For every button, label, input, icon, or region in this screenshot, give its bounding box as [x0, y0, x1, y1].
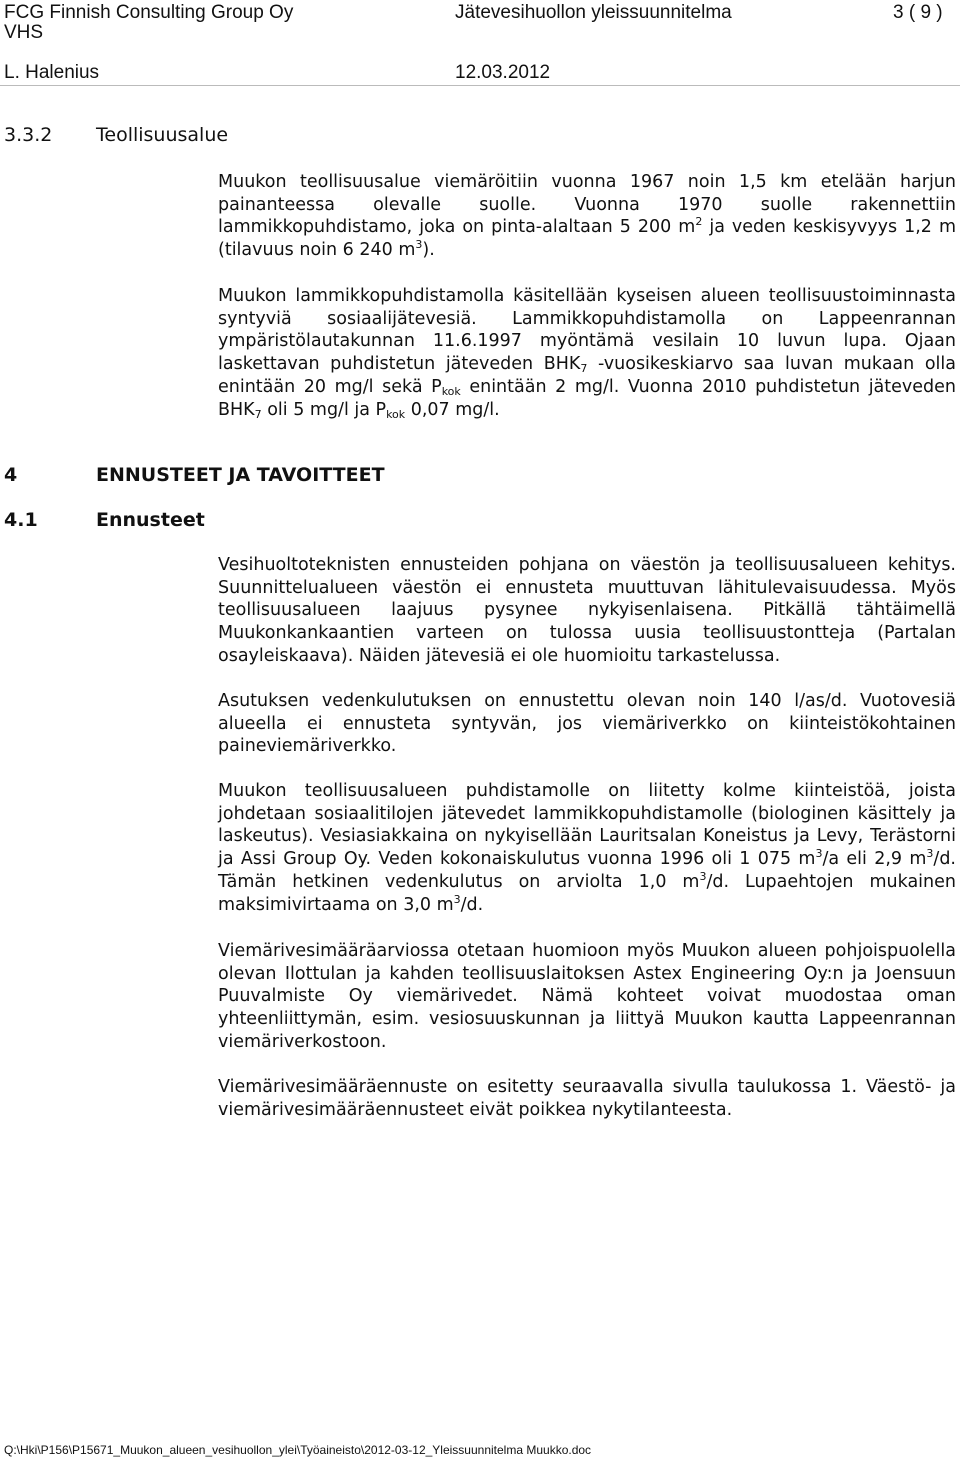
header-date: 12.03.2012	[455, 62, 551, 83]
paragraph-sewage-estimate: Viemärivesimääräarviossa otetaan huomioon myös Muukon alueen pohjoispuolella olevan Ilottulan ja kahden teollisuuslaitoksen Astex Engineering Oy:n ja Joensuun Puuvalmiste Oy viemärivedet. Nämä kohteet voivat muodostaa oman yhteenliittymän, esim. vesiosuuskunnan ja liittyä Muukon kautta Lappeenrannan viemäriverkostoon.	[218, 941, 956, 1052]
section-heading-4	[4, 464, 385, 486]
section-title: Ennusteet	[96, 509, 205, 531]
footer-file-path: Q:\Hki\P156\P15671_Muukon_alueen_vesihuollon_ylei\Työaineisto\2012-03-12_Yleissuunnitelma Muukko.doc	[4, 1443, 592, 1457]
section-number: 3.3.2	[4, 124, 53, 146]
paragraph-forecast-reference: Viemärivesimääräennuste on esitetty seuraavalla sivulla taulukossa 1. Väestö- ja viemärivesimääräennusteet eivät poikkea nykytilanteesta.	[218, 1077, 956, 1120]
section-heading-4-1	[4, 509, 205, 531]
section-number: 4	[4, 464, 18, 486]
header-page-number: 3 ( 9 )	[893, 2, 943, 23]
paragraph-connected-properties: Muukon teollisuusalueen puhdistamolle on liitetty kolme kiinteistöä, joista johdetaan sosiaalitilojen jätevedet lammikkopuhdistamolle (biologinen käsittely ja laskeutus). Vesiasiakkaina on nykyisellään Lauritsalan Koneistus ja Levy, Terästorni ja Assi Group Oy. Veden kokonaiskulutus vuonna 1996 oli 1 075 $m^3/a$ eli 2,9 $m^3/d$. Tämän hetkinen vedenkulutus on arviolta 1,0 $m^3/d$. Lupaehtojen mukainen maksimivirtaama on 3,0 $m^3/d$.	[218, 781, 956, 915]
paragraph-forecast-basis: Vesihuoltoteknisten ennusteiden pohjana on väestön ja teollisuusalueen kehitys. Suunnittelualueen väestön ei ennusteta muuttuvan lähitulevaisuudessa. Myös teollisuusalueen laajuus pysynee nykyisenlaisena. Pitkällä tähtäimellä Muukonkankaantien varteen on tulossa uusia teollisuustontteja (Partalan osayleiskaava). Näiden jätevesiä ei ole huomioitu tarkastelussa.	[218, 555, 956, 666]
paragraph-industrial-area-history: Muukon teollisuusalue viemäröitiin vuonna 1967 noin 1,5 km etelään harjun painanteessa olevalle suolle. Vuonna 1970 suolle rakennettiin lammikkopuhdistamo, joka on pinta-alaltaan 5 200 $m^2$ ja veden keskisyvyys 1,2 m (tilavuus noin 6 240 $m^3$).	[218, 172, 956, 261]
section-title: Teollisuusalue	[96, 124, 229, 146]
paragraph-water-consumption: Asutuksen vedenkulutuksen on ennustettu olevan noin 140 l/as/d. Vuotovesiä alueella ei ennusteta syntyvän, jos viemäriverkko on kiinteistökohtainen paineviemäriverkko.	[218, 691, 956, 757]
header-department: VHS	[4, 22, 44, 43]
header-author: L. Halenius	[4, 62, 100, 83]
section-heading-3-3-2	[4, 124, 228, 146]
section-number: 4.1	[4, 509, 38, 531]
section-title: ENNUSTEET JA TAVOITTEET	[96, 464, 385, 486]
header-divider	[0, 85, 960, 86]
header-company: FCG Finnish Consulting Group Oy	[4, 2, 294, 23]
paragraph-pond-treatment-permit: Muukon lammikkopuhdistamolla käsitellään kyseisen alueen teollisuustoiminnasta syntyviä sosiaalijätevesiä. Lammikkopuhdistamolla on Lappeenrannan ympäristölautakunnan 11.6.1997 myöntämä vesilain 10 luvun lupa. Ojaan laskettavan puhdistetun jäteveden $BHK_7$ -vuosikeskiarvo saa luvan mukaan olla enintään 20 mg/l sekä $P_{kok}$ enintään 2 mg/l. Vuonna 2010 puhdistetun jäteveden $BHK_7$ oli 5 mg/l ja $P_{kok}$ 0,07 mg/l.	[218, 286, 956, 421]
header-doc-title: Jätevesihuollon yleissuunnitelma	[455, 2, 732, 23]
